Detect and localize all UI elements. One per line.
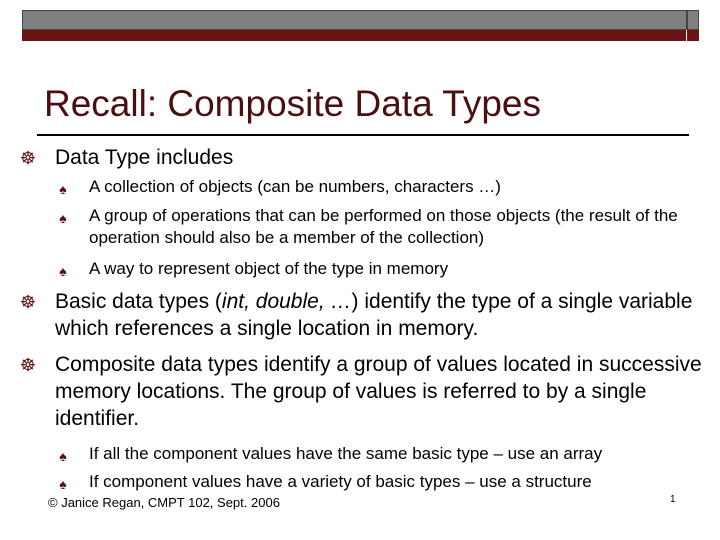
wheel-bullet-icon: ☸ (19, 292, 37, 312)
drop-bullet-icon: ♠ (59, 263, 67, 279)
sub-bullet-structure: If component values have a variety of basic types – use a structure (89, 472, 592, 491)
basic-types-text-end: ) identify the type of a single variable which references a single location in memory. (55, 290, 693, 340)
drop-bullet-icon: ♠ (59, 181, 67, 197)
sub-bullet-collection: A collection of objects (can be numbers, characters …) (89, 177, 501, 196)
header-dark-bar (22, 30, 686, 41)
header-gray-square (687, 10, 699, 30)
header-gray-bar (22, 10, 687, 30)
title-underline (37, 134, 689, 136)
drop-bullet-icon: ♠ (59, 210, 67, 226)
sub-bullet-representation: A way to represent object of the type in memory (89, 259, 449, 278)
bullet-composite-data-types: Composite data types identify a group of values located in successive memory locations. The group of values is referred to by a single identifier. (55, 353, 702, 430)
sub-bullet-array: If all the component values have the same basic type – use an array (89, 444, 603, 463)
header-dark-square (687, 30, 699, 41)
sub-bullet-operations: A group of operations that can be performed on those objects (the result of the operation should also be a member of the collection) (89, 206, 678, 247)
drop-bullet-icon: ♠ (59, 448, 67, 464)
bullet-data-type-includes: Data Type includes (55, 146, 234, 169)
basic-types-italic-examples: int, double, … (221, 290, 352, 313)
basic-types-text-start: Basic data types ( (55, 290, 222, 313)
header-band (0, 0, 720, 46)
footer-copyright: © Janice Regan, CMPT 102, Sept. 2006 (48, 495, 280, 510)
bullet-basic-data-types (55, 288, 715, 342)
page-number: 1 (670, 494, 676, 505)
slide-title: Recall: Composite Data Types (44, 83, 541, 124)
wheel-bullet-icon: ☸ (19, 148, 37, 168)
drop-bullet-icon: ♠ (59, 476, 67, 492)
wheel-bullet-icon: ☸ (19, 355, 37, 375)
